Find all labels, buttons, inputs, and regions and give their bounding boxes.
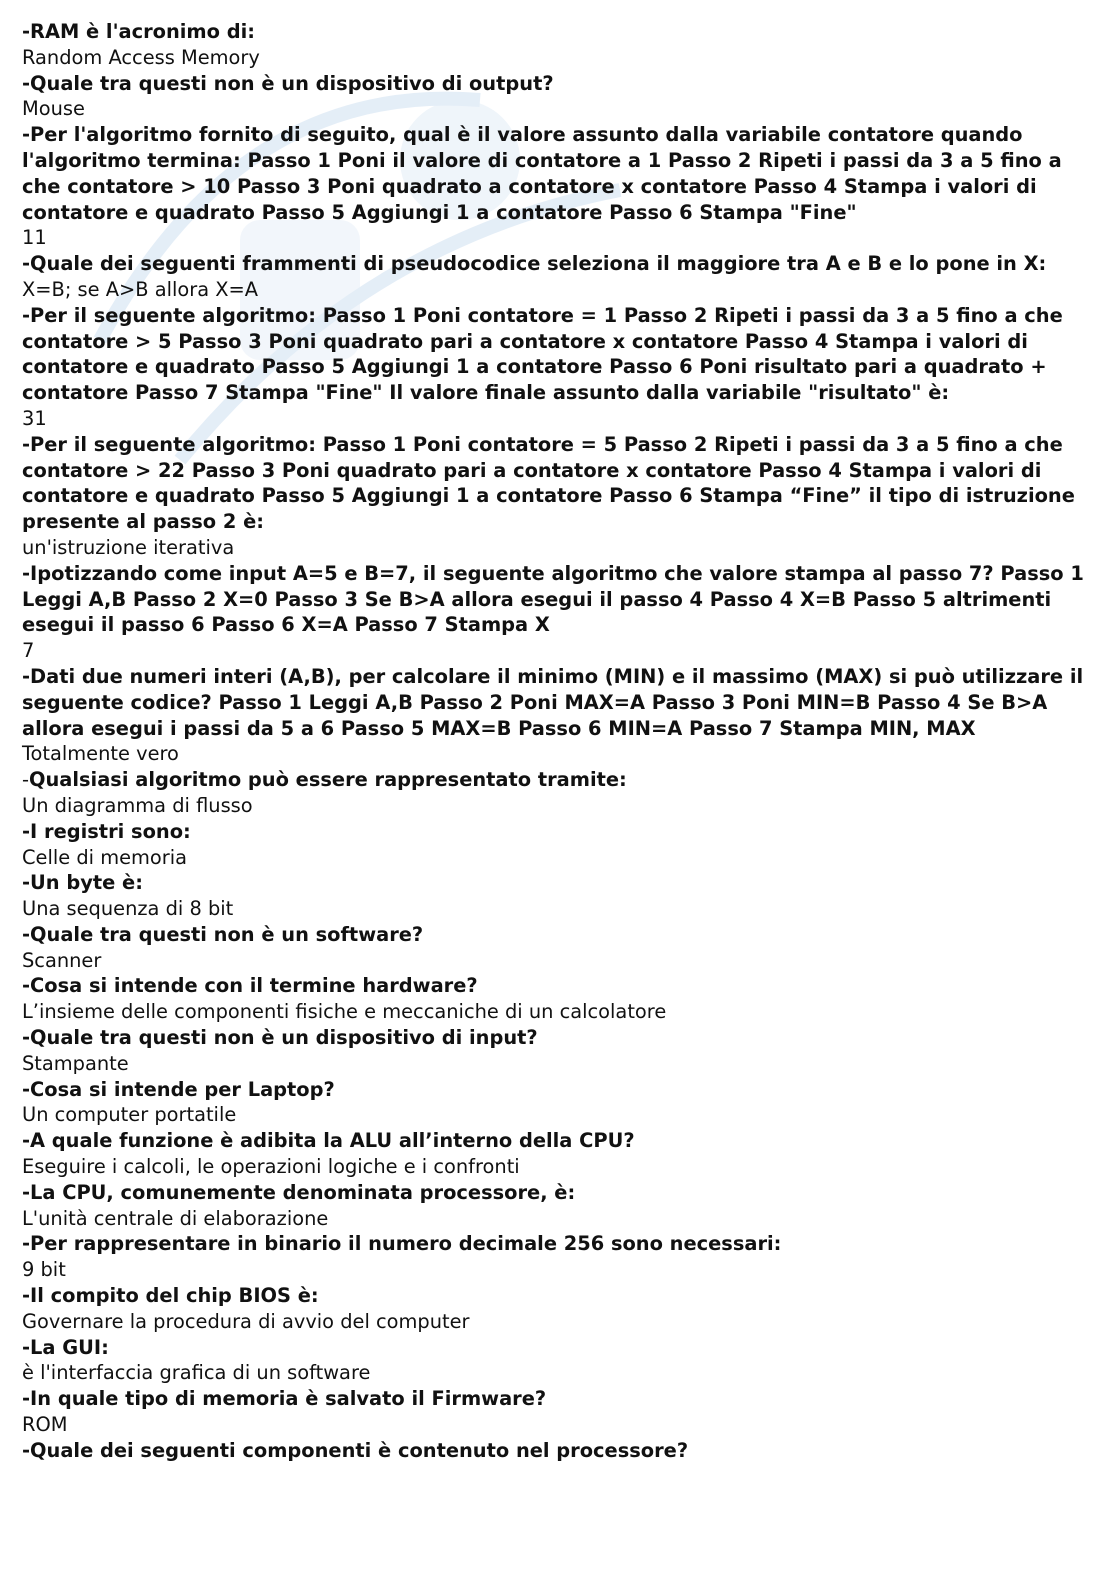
qa-item [22,819,1092,871]
qa-item [22,432,1092,561]
answer-text: L'unità centrale di elaborazione [22,1206,329,1230]
answer-text: ROM [22,1413,68,1437]
answer-text: Eseguire i calcoli, le operazioni logiche e i confronti [22,1155,520,1179]
qa-item [22,251,1092,303]
qa-item [22,1386,1092,1438]
answer-text: 7 [22,639,35,663]
qa-item [22,1077,1092,1129]
question-text: -Cosa si intende con il termine hardware? [22,974,478,998]
qa-item [22,303,1092,432]
question-text [22,767,1092,793]
question-text: -La GUI: [22,1335,109,1359]
question-text: -Cosa si intende per Laptop? [22,1077,335,1101]
qa-item [22,1335,1092,1387]
qa-item [22,1231,1092,1283]
question-text: -Il compito del chip BIOS è: [22,1284,319,1308]
answer-text: un'istruzione iterativa [22,535,235,559]
answer-text: Celle di memoria [22,845,188,869]
question-text: -Per l'algoritmo fornito di seguito, qual è il valore assunto dalla variabile contatore quando l'algoritmo termina: Passo 1 Poni il valore di contatore a 1 Passo 2 Ripeti i passi da 3 a 5 fino a che contatore > 10 Passo 3 Poni quadrato a contatore x contatore Passo 4 Stampa i valori di contatore e quadrato Passo 5 Aggiungi 1 a contatore Passo 6 Stampa "Fine" [22,123,1062,224]
qa-item [22,664,1092,767]
question-text: -In quale tipo di memoria è salvato il Firmware? [22,1387,547,1411]
qa-item [22,561,1092,664]
qa-item [22,1438,1092,1464]
qa-item [22,973,1092,1025]
qa-item [22,19,1092,71]
answer-text: Scanner [22,948,102,972]
answer-text: 31 [22,406,47,430]
document-page [22,19,1092,1464]
question-text: -Quale tra questi non è un dispositivo di input? [22,1026,538,1050]
question-text: -La CPU, comunemente denominata processore, è: [22,1180,576,1204]
answer-text: Stampante [22,1051,129,1075]
answer-text: 11 [22,226,47,250]
question-text: -Quale dei seguenti frammenti di pseudocodice seleziona il maggiore tra A e B e lo pone in X: [22,252,1047,276]
answer-text: Un computer portatile [22,1103,237,1127]
qa-item [22,1025,1092,1077]
answer-text: Mouse [22,97,85,121]
qa-item [22,767,1092,819]
question-text: -Per il seguente algoritmo: Passo 1 Poni contatore = 5 Passo 2 Ripeti i passi da 3 a 5 fino a che contatore > 22 Passo 3 Poni quadrato pari a contatore x contatore Passo 4 Stampa i valori di contatore e quadrato Passo 5 Aggiungi 1 a contatore Passo 6 Stampa “Fine” il tipo di istruzione presente al passo 2 è: [22,432,1075,534]
answer-text: è l'interfaccia grafica di un software [22,1361,371,1385]
qa-item [22,870,1092,922]
question-dash: - [22,768,29,792]
question-body: Qualsiasi algoritmo può essere rappresentato tramite: [29,768,627,792]
answer-text: Una sequenza di 8 bit [22,897,234,921]
answer-text: Random Access Memory [22,45,260,69]
qa-item [22,1180,1092,1232]
answer-text: Totalmente vero [22,742,179,766]
answer-text: Un diagramma di flusso [22,793,253,817]
question-text: -RAM è l'acronimo di: [22,20,255,43]
question-text: -Quale tra questi non è un dispositivo di output? [22,71,554,95]
qa-item [22,922,1092,974]
question-text: -Per il seguente algoritmo: Passo 1 Poni contatore = 1 Passo 2 Ripeti i passi da 3 a 5 fino a che contatore > 5 Passo 3 Poni quadrato pari a contatore x contatore Passo 4 Stampa i valori di contatore e quadrato Passo 5 Aggiungi 1 a contatore Passo 6 Poni risultato pari a quadrato + contatore Passo 7 Stampa "Fine" Il valore finale assunto dalla variabile "risultato" è: [22,303,1063,405]
question-text: -Ipotizzando come input A=5 e B=7, il seguente algoritmo che valore stampa al passo 7? Passo 1 Leggi A,B Passo 2 X=0 Passo 3 Se B>A allora esegui il passo 4 Passo 4 X=B Passo 5 altrimenti esegui il passo 6 Passo 6 X=A Passo 7 Stampa X [22,561,1084,637]
question-text: -Dati due numeri interi (A,B), per calcolare il minimo (MIN) e il massimo (MAX) si può utilizzare il seguente codice? Passo 1 Leggi A,B Passo 2 Poni MAX=A Passo 3 Poni MIN=B Passo 4 Se B>A allora esegui i passi da 5 a 6 Passo 5 MAX=B Passo 6 MIN=A Passo 7 Stampa MIN, MAX [22,664,1084,740]
qa-item [22,71,1092,123]
question-text: -Quale dei seguenti componenti è contenuto nel processore? [22,1438,689,1462]
question-text: -I registri sono: [22,819,191,843]
question-text: -Quale tra questi non è un software? [22,922,424,946]
qa-item [22,1128,1092,1180]
qa-item [22,1283,1092,1335]
question-text: -Un byte è: [22,871,143,895]
question-text: -A quale funzione è adibita la ALU all’interno della CPU? [22,1129,635,1153]
question-text: -Per rappresentare in binario il numero decimale 256 sono necessari: [22,1232,782,1256]
answer-text: L’insieme delle componenti fisiche e meccaniche di un calcolatore [22,1000,667,1024]
answer-text: Governare la procedura di avvio del computer [22,1309,470,1333]
answer-text: X=B; se A>B allora X=A [22,277,259,301]
answer-text: 9 bit [22,1258,66,1282]
qa-item [22,122,1092,251]
